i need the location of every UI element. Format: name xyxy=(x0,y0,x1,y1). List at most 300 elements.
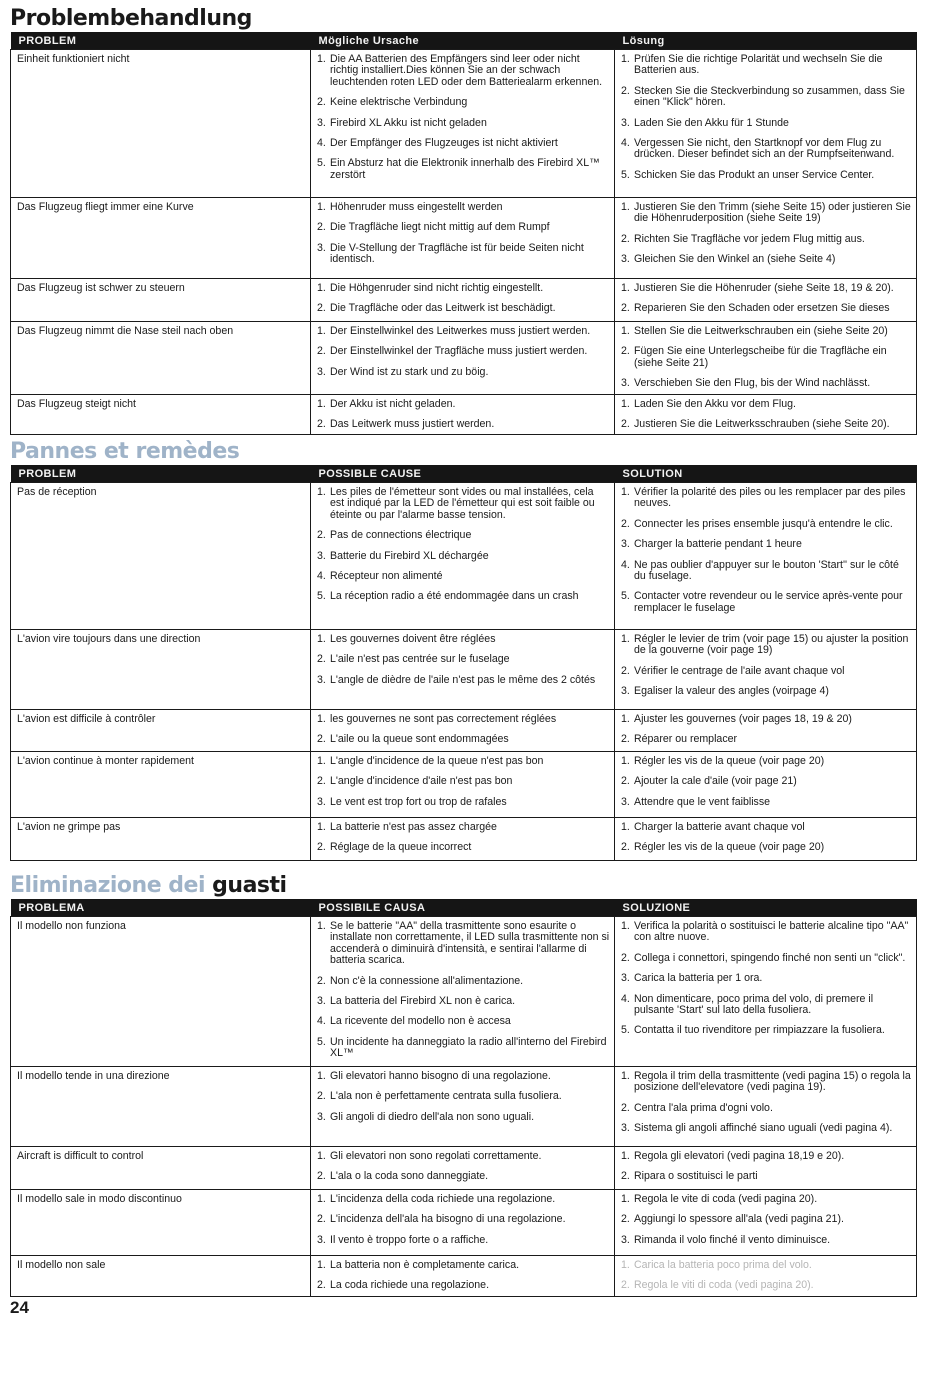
item-number: 4. xyxy=(621,558,630,571)
item-number: 2. xyxy=(621,1279,630,1292)
item-text: Charger la batterie pendant 1 heure xyxy=(634,538,802,551)
item-number: 1. xyxy=(317,1259,326,1271)
cause-item xyxy=(317,346,610,357)
item-number: 3. xyxy=(621,116,630,129)
item-text: L'angle d'incidence d'aile n'est pas bon xyxy=(330,775,513,788)
item-text: Vérifier la polarité des piles ou les remplacer par des piles neuves. xyxy=(634,486,906,510)
problem-cell: L'avion continue à monter rapidement xyxy=(11,752,311,818)
item-number: 5. xyxy=(317,590,326,603)
cause-item xyxy=(317,367,610,378)
cause-cell xyxy=(311,630,615,710)
solution-item xyxy=(621,591,912,614)
cause-item xyxy=(317,1260,610,1271)
cause-cell xyxy=(311,818,615,861)
item-text: La batteria del Firebird XL non è carica. xyxy=(330,995,516,1008)
item-text: La batterie n'est pas assez chargée xyxy=(330,821,497,833)
item-number: 2. xyxy=(317,733,326,746)
problem-cell: Il modello non sale xyxy=(11,1256,311,1297)
item-number: 2. xyxy=(317,1213,326,1226)
solution-item xyxy=(621,734,912,745)
cause-cell xyxy=(311,710,615,752)
item-number: 3. xyxy=(621,1122,630,1135)
item-number: 1. xyxy=(317,282,326,294)
item-number: 1. xyxy=(621,713,630,725)
solution-list xyxy=(621,1194,912,1246)
cause-cell xyxy=(311,279,615,322)
solution-cell xyxy=(615,50,917,198)
solution-item xyxy=(621,776,912,787)
item-number: 5. xyxy=(621,168,630,181)
solution-item xyxy=(621,170,912,181)
item-text: Il vento è troppo forte o a raffiche. xyxy=(330,1233,489,1246)
item-text: Ajuster les gouvernes (voir pages 18, 19 & 20) xyxy=(634,713,852,725)
troubleshooting-table xyxy=(10,32,917,435)
item-text: Stecken Sie die Steckverbindung so zusammen, dass Sie einen "Klick" hören. xyxy=(634,84,905,109)
item-text: Charger la batterie avant chaque vol xyxy=(634,821,805,833)
page-number: 24 xyxy=(10,1298,29,1317)
item-text: Attendre que le vent faiblisse xyxy=(634,795,771,808)
cause-item xyxy=(317,54,610,88)
item-text: Non dimenticare, poco prima del volo, di premere il pulsante 'Start' sul lato della fusoliera. xyxy=(634,992,874,1017)
problem-cell: Il modello sale in modo discontinuo xyxy=(11,1190,311,1256)
section-german xyxy=(10,6,916,435)
item-text: Récepteur non alimenté xyxy=(330,570,443,583)
solution-cell xyxy=(615,322,917,395)
cause-item xyxy=(317,243,610,266)
item-text: Der Einstellwinkel der Tragfläche muss justiert werden. xyxy=(330,345,588,358)
solution-item xyxy=(621,419,912,430)
item-text: Schicken Sie das Produkt an unser Service Center. xyxy=(634,168,875,181)
item-text: Die Tragfläche oder das Leitwerk ist beschädigt. xyxy=(330,302,556,315)
item-text: Firebird XL Akku ist nicht geladen xyxy=(330,116,487,129)
problem-cell: Pas de réception xyxy=(11,483,311,630)
header-problem: PROBLEM xyxy=(11,32,311,50)
table-row xyxy=(11,818,917,861)
item-text: L'ala o la coda sono danneggiate. xyxy=(330,1170,489,1183)
item-number: 2. xyxy=(621,1213,630,1226)
cause-item xyxy=(317,675,610,686)
cause-cell xyxy=(311,917,615,1067)
item-text: Höhenruder muss eingestellt werden xyxy=(330,201,503,213)
item-number: 2. xyxy=(317,1090,326,1103)
solution-cell xyxy=(615,1147,917,1190)
item-number: 2. xyxy=(621,775,630,788)
solution-item xyxy=(621,1171,912,1182)
cause-item xyxy=(317,822,610,833)
problem-cell: Il modello tende in una direzione xyxy=(11,1067,311,1147)
solution-list xyxy=(621,921,912,1037)
cause-item xyxy=(317,1280,610,1291)
table-row xyxy=(11,279,917,322)
problem-cell: L'avion est difficile à contrôler xyxy=(11,710,311,752)
problem-cell: Einheit funktioniert nicht xyxy=(11,50,311,198)
header-problem: PROBLEMA xyxy=(11,899,311,917)
item-text: Verschieben Sie den Flug, bis der Wind nachlässt. xyxy=(634,377,871,390)
solution-item xyxy=(621,539,912,550)
item-text: Régler le levier de trim (voir page 15) ou ajuster la position de la gouverne (voir page 19) xyxy=(634,633,909,657)
solution-cell xyxy=(615,279,917,322)
solution-item xyxy=(621,54,912,77)
item-text: Verifica la polarità o sostituisci le batterie alcaline tipo "AA" con altre nuove. xyxy=(634,920,909,944)
solution-item xyxy=(621,634,912,657)
item-text: Collega i connettori, spingendo finché non senti un "click". xyxy=(634,951,906,964)
item-number: 1. xyxy=(621,486,630,498)
table-row xyxy=(11,630,917,710)
solution-list xyxy=(621,399,912,431)
solution-cell xyxy=(615,630,917,710)
item-text: Regola gli elevatori (vedi pagina 18,19 e 20). xyxy=(634,1150,845,1162)
item-number: 1. xyxy=(621,282,630,294)
table-row xyxy=(11,322,917,395)
cause-item xyxy=(317,1016,610,1027)
item-text: Batterie du Firebird XL déchargée xyxy=(330,549,489,562)
item-number: 3. xyxy=(317,116,326,129)
item-text: Der Wind ist zu stark und zu böig. xyxy=(330,365,489,378)
solution-item xyxy=(621,1280,912,1291)
solution-item xyxy=(621,346,912,369)
cause-item xyxy=(317,399,610,410)
item-number: 2. xyxy=(621,664,630,677)
solution-item xyxy=(621,714,912,725)
item-number: 2. xyxy=(317,775,326,788)
header-solution: Lösung xyxy=(615,32,917,50)
item-number: 1. xyxy=(621,1193,630,1205)
item-text: Gleichen Sie den Winkel an (siehe Seite 4) xyxy=(634,253,836,266)
item-text: Die Höhgenruder sind nicht richtig eingestellt. xyxy=(330,282,544,294)
item-number: 1. xyxy=(621,755,630,767)
item-number: 1. xyxy=(317,1070,326,1082)
item-text: La coda richiede una regolazione. xyxy=(330,1279,490,1292)
item-text: Prüfen Sie die richtige Polarität und wechseln Sie die Batterien aus. xyxy=(634,53,883,77)
solution-item xyxy=(621,842,912,853)
item-text: Fügen Sie eine Unterlegscheibe für die Tragfläche ein (siehe Seite 21) xyxy=(634,345,887,369)
item-number: 4. xyxy=(621,992,630,1005)
item-number: 1. xyxy=(317,325,326,337)
problem-cell: L'avion ne grimpe pas xyxy=(11,818,311,861)
cause-cell xyxy=(311,322,615,395)
item-number: 1. xyxy=(621,53,630,65)
solution-item xyxy=(621,234,912,245)
item-text: L'aile n'est pas centrée sur le fuselage xyxy=(330,653,510,666)
table-row xyxy=(11,50,917,198)
cause-list xyxy=(317,399,610,431)
item-text: Regola le viti di coda (vedi pagina 20). xyxy=(634,1279,814,1292)
item-text: Laden Sie den Akku vor dem Flug. xyxy=(634,397,796,410)
item-number: 2. xyxy=(317,221,326,234)
solution-item xyxy=(621,1214,912,1225)
section-title: Pannes et remèdes xyxy=(10,439,240,464)
item-text: Sistema gli angoli affinché siano uguali (vedi pagina 4). xyxy=(634,1122,893,1135)
solution-item xyxy=(621,399,912,410)
item-text: Réglage de la queue incorrect xyxy=(330,841,472,854)
item-text: Non c'è la connessione all'alimentazione. xyxy=(330,974,524,987)
cause-item xyxy=(317,138,610,149)
item-text: La ricevente del modello non è accesa xyxy=(330,1015,511,1028)
item-text: Richten Sie Tragfläche vor jedem Flug mittig aus. xyxy=(634,232,865,245)
item-number: 1. xyxy=(317,201,326,213)
item-text: L'angle d'incidence de la queue n'est pas bon xyxy=(330,755,544,767)
cause-item xyxy=(317,996,610,1007)
item-text: L'incidenza della coda richiede una regolazione. xyxy=(330,1193,556,1205)
cause-item xyxy=(317,634,610,645)
solution-cell xyxy=(615,818,917,861)
cause-cell xyxy=(311,198,615,279)
cause-list xyxy=(317,921,610,1060)
cause-cell xyxy=(311,483,615,630)
solution-item xyxy=(621,487,912,510)
cause-item xyxy=(317,1037,610,1060)
cause-item xyxy=(317,551,610,562)
item-number: 2. xyxy=(317,418,326,431)
item-text: Die AA Batterien des Empfängers sind leer oder nicht richtig installiert.Dies können Sie an der schwach leuchtenden roten LED oder dem Batteriealarm erkennen. xyxy=(330,53,603,88)
cause-list xyxy=(317,822,610,854)
section-italian xyxy=(10,873,916,1297)
item-text: Contatta il tuo rivenditore per rimpiazzare la fusoliera. xyxy=(634,1024,885,1037)
item-number: 3. xyxy=(317,995,326,1008)
item-number: 1. xyxy=(317,486,326,498)
item-number: 3. xyxy=(317,1233,326,1246)
header-solution: SOLUTION xyxy=(615,465,917,483)
cause-list xyxy=(317,1194,610,1246)
item-number: 1. xyxy=(317,713,326,725)
solution-item xyxy=(621,953,912,964)
item-number: 1. xyxy=(621,201,630,213)
cause-cell xyxy=(311,752,615,818)
table-row xyxy=(11,917,917,1067)
cause-item xyxy=(317,714,610,725)
item-text: Ripara o sostituisci le parti xyxy=(634,1170,758,1183)
item-number: 1. xyxy=(621,1259,630,1271)
item-text: Regola il trim della trasmittente (vedi pagina 15) o regola la posizione dell'elevatore (vedi pagina 19). xyxy=(634,1070,911,1094)
solution-item xyxy=(621,1151,912,1162)
cause-item xyxy=(317,842,610,853)
cause-list xyxy=(317,202,610,266)
item-text: Ajouter la cale d'aile (voir page 21) xyxy=(634,775,797,788)
solution-cell xyxy=(615,1256,917,1297)
item-text: Die Tragfläche liegt nicht mittig auf dem Rumpf xyxy=(330,221,550,234)
item-number: 2. xyxy=(621,1170,630,1183)
solution-item xyxy=(621,921,912,944)
cause-item xyxy=(317,97,610,108)
cause-cell xyxy=(311,1256,615,1297)
problem-cell: Il modello non funziona xyxy=(11,917,311,1067)
item-text: La réception radio a été endommagée dans un crash xyxy=(330,590,579,603)
item-text: Justieren Sie die Höhenruder (siehe Seite 18, 19 & 20). xyxy=(634,282,894,294)
item-number: 3. xyxy=(621,972,630,985)
cause-item xyxy=(317,1151,610,1162)
item-number: 2. xyxy=(621,951,630,964)
item-number: 3. xyxy=(621,538,630,551)
solution-list xyxy=(621,714,912,746)
solution-item xyxy=(621,1123,912,1134)
item-number: 1. xyxy=(317,821,326,833)
item-text: Justieren Sie die Leitwerksschrauben (siehe Seite 20). xyxy=(634,418,890,431)
item-number: 2. xyxy=(621,345,630,358)
cause-cell xyxy=(311,1147,615,1190)
section-title: Eliminazione dei guasti xyxy=(10,873,287,898)
problem-cell: L'avion vire toujours dans une direction xyxy=(11,630,311,710)
header-cause: Mögliche Ursache xyxy=(311,32,615,50)
cause-cell xyxy=(311,1067,615,1147)
cause-item xyxy=(317,776,610,787)
item-text: Die V-Stellung der Tragfläche ist für beide Seiten nicht identisch. xyxy=(330,241,584,266)
cause-list xyxy=(317,54,610,181)
item-text: Les gouvernes doivent être réglées xyxy=(330,633,496,645)
item-number: 5. xyxy=(621,1024,630,1037)
cause-cell xyxy=(311,394,615,435)
solution-item xyxy=(621,666,912,677)
cause-item xyxy=(317,283,610,294)
cause-list xyxy=(317,1071,610,1123)
item-number: 1. xyxy=(621,397,630,410)
item-text: Vérifier le centrage de l'aile avant chaque vol xyxy=(634,664,845,677)
item-text: Gli angoli di diedro dell'ala non sono uguali. xyxy=(330,1110,535,1123)
item-number: 4. xyxy=(317,570,326,583)
item-text: les gouvernes ne sont pas correctement réglées xyxy=(330,713,557,725)
solution-item xyxy=(621,378,912,389)
item-text: Ein Absturz hat die Elektronik innerhalb des Firebird XL™ zerstört xyxy=(330,157,600,181)
item-number: 4. xyxy=(621,137,630,150)
problem-cell: Das Flugzeug steigt nicht xyxy=(11,394,311,435)
cause-item xyxy=(317,419,610,430)
item-number: 1. xyxy=(621,1150,630,1162)
problem-cell: Das Flugzeug ist schwer zu steuern xyxy=(11,279,311,322)
item-text: Carica la batteria poco prima del volo. xyxy=(634,1259,812,1271)
item-number: 2. xyxy=(621,232,630,245)
problem-cell: Das Flugzeug fliegt immer eine Kurve xyxy=(11,198,311,279)
item-number: 3. xyxy=(621,253,630,266)
item-text: Aggiungi lo spessore all'ala (vedi pagina 21). xyxy=(634,1213,844,1226)
solution-list xyxy=(621,283,912,315)
solution-item xyxy=(621,797,912,808)
item-text: L'aile ou la queue sont endommagées xyxy=(330,733,509,746)
item-text: Centra l'ala prima d'ogni volo. xyxy=(634,1101,773,1114)
item-text: L'incidenza dell'ala ha bisogno di una regolazione. xyxy=(330,1213,566,1226)
solution-item xyxy=(621,138,912,161)
table-row xyxy=(11,483,917,630)
solution-cell xyxy=(615,917,917,1067)
troubleshooting-table xyxy=(10,899,917,1297)
item-number: 1. xyxy=(621,633,630,645)
item-number: 3. xyxy=(621,685,630,698)
item-text: Un incidente ha danneggiato la radio all'interno del Firebird XL™ xyxy=(330,1035,607,1060)
solution-item xyxy=(621,1103,912,1114)
solution-item xyxy=(621,994,912,1017)
table-row xyxy=(11,1256,917,1297)
item-number: 1. xyxy=(317,920,326,932)
item-text: Justieren Sie den Trimm (siehe Seite 15) oder justieren Sie die Höhenruderposition (siehe Seite 19) xyxy=(634,201,911,225)
item-number: 4. xyxy=(317,1015,326,1028)
item-number: 5. xyxy=(317,1035,326,1048)
cause-item xyxy=(317,797,610,808)
cause-item xyxy=(317,756,610,767)
item-text: Egaliser la valeur des angles (voirpage 4) xyxy=(634,685,829,698)
cause-item xyxy=(317,202,610,213)
solution-cell xyxy=(615,1067,917,1147)
item-text: Der Empfänger des Flugzeuges ist nicht aktiviert xyxy=(330,137,558,150)
solution-list xyxy=(621,326,912,390)
cause-item xyxy=(317,1071,610,1082)
section-french xyxy=(10,439,916,861)
table-header-row xyxy=(11,899,917,917)
solution-item xyxy=(621,1071,912,1094)
solution-item xyxy=(621,1235,912,1246)
item-number: 2. xyxy=(317,1170,326,1183)
item-text: Connecter les prises ensemble jusqu'à entendre le clic. xyxy=(634,517,893,530)
cause-item xyxy=(317,591,610,602)
cause-item xyxy=(317,158,610,181)
item-number: 3. xyxy=(317,241,326,254)
cause-item xyxy=(317,1091,610,1102)
problem-cell: Das Flugzeug nimmt die Nase steil nach oben xyxy=(11,322,311,395)
item-number: 3. xyxy=(621,377,630,390)
item-text: Laden Sie den Akku für 1 Stunde xyxy=(634,116,789,129)
header-problem: PROBLEM xyxy=(11,465,311,483)
solution-list xyxy=(621,822,912,854)
item-number: 3. xyxy=(317,365,326,378)
solution-item xyxy=(621,86,912,109)
solution-cell xyxy=(615,198,917,279)
solution-cell xyxy=(615,710,917,752)
cause-item xyxy=(317,487,610,521)
item-text: Carica la batteria per 1 ora. xyxy=(634,972,763,985)
item-number: 3. xyxy=(317,795,326,808)
solution-list xyxy=(621,487,912,614)
item-number: 3. xyxy=(621,795,630,808)
solution-item xyxy=(621,686,912,697)
solution-cell xyxy=(615,752,917,818)
item-number: 1. xyxy=(621,920,630,932)
item-text: Gli elevatori non sono regolati correttamente. xyxy=(330,1150,542,1162)
cause-cell xyxy=(311,50,615,198)
item-number: 2. xyxy=(621,84,630,97)
item-text: Réparer ou remplacer xyxy=(634,733,738,746)
solution-cell xyxy=(615,483,917,630)
cause-item xyxy=(317,530,610,541)
cause-item xyxy=(317,1214,610,1225)
table-header-row xyxy=(11,465,917,483)
item-text: Le vent est trop fort ou trop de rafales xyxy=(330,795,507,808)
solution-item xyxy=(621,118,912,129)
header-cause: POSSIBLE CAUSE xyxy=(311,465,615,483)
item-text: Gli elevatori hanno bisogno di una regolazione. xyxy=(330,1070,551,1082)
item-number: 3. xyxy=(317,1110,326,1123)
item-text: Stellen Sie die Leitwerkschrauben ein (siehe Seite 20) xyxy=(634,325,888,337)
table-row xyxy=(11,198,917,279)
item-number: 2. xyxy=(621,841,630,854)
cause-list xyxy=(317,1260,610,1292)
item-number: 2. xyxy=(317,653,326,666)
cause-item xyxy=(317,1194,610,1205)
solution-item xyxy=(621,973,912,984)
solution-item xyxy=(621,756,912,767)
item-number: 2. xyxy=(621,302,630,315)
item-number: 1. xyxy=(621,1070,630,1082)
cause-cell xyxy=(311,1190,615,1256)
item-text: Vergessen Sie nicht, den Startknopf vor dem Flug zu drücken. Dieser befindet sich an der Rumpfseitenwand. xyxy=(634,137,895,161)
item-number: 2. xyxy=(317,96,326,109)
table-row xyxy=(11,752,917,818)
item-number: 1. xyxy=(317,1193,326,1205)
item-number: 3. xyxy=(621,1233,630,1246)
table-row xyxy=(11,710,917,752)
item-number: 1. xyxy=(317,397,326,410)
item-number: 5. xyxy=(621,590,630,603)
item-number: 3. xyxy=(317,673,326,686)
cause-list xyxy=(317,756,610,808)
cause-item xyxy=(317,734,610,745)
item-text: Rimanda il volo finché il vento diminuisce. xyxy=(634,1233,831,1246)
